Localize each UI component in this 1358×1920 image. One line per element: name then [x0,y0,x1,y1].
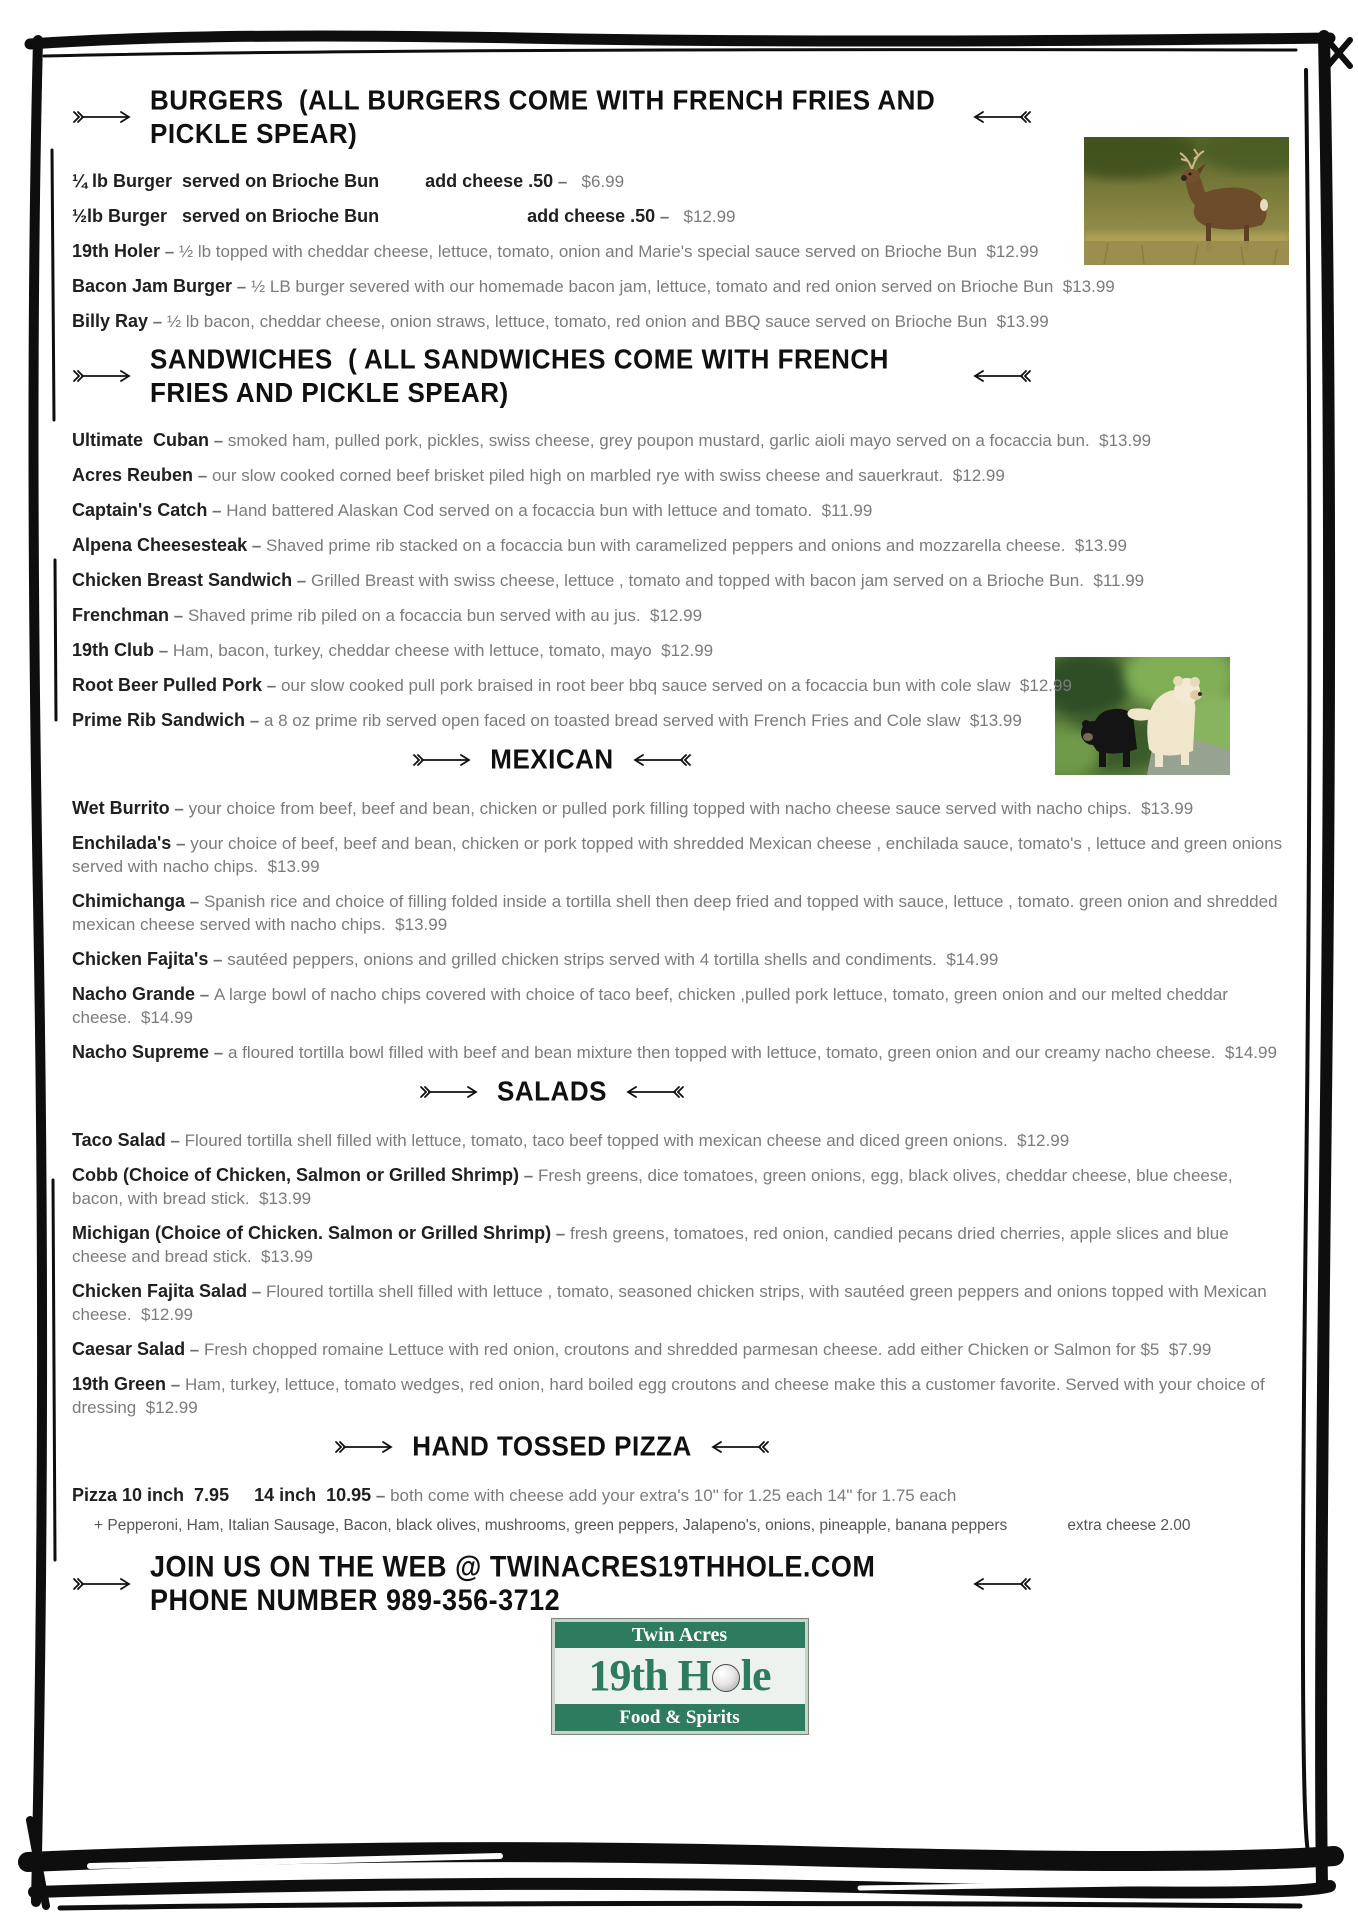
item-price: $6.99 [572,172,625,191]
menu-item [72,310,1287,333]
item-price: $12.99 [674,207,736,226]
pizza-heading-row [72,1431,1032,1462]
burgers-heading: BURGERS (ALL BURGERS COME WITH FRENCH FRIES AND PICKLE SPEAR) [150,83,943,150]
item-price: $12.99 [943,466,1005,485]
item-name: Frenchman [72,605,170,625]
dash-separator: – [208,950,228,969]
logo-title-right: le [740,1651,771,1700]
pizza-items [72,1484,1287,1535]
menu-item [72,709,1287,732]
section-burgers [72,83,1287,333]
section-pizza [72,1431,1287,1535]
sandwiches-items [72,429,1287,732]
dash-separator: – [171,834,191,853]
logo-sign [552,1619,808,1734]
arrow-right-icon [334,1440,398,1454]
item-name: Nacho Supreme [72,1042,210,1062]
menu-item [72,1222,1287,1268]
item-price: $14.99 [936,950,999,969]
dash-separator: – [193,466,212,485]
menu-item [72,983,1287,1029]
arrow-left-icon [968,1577,1032,1591]
arrow-left-icon [968,369,1032,383]
item-description: a floured tortilla bowl filled with beef and bean mixture then topped with lettuce, tomato, green onion and our creamy nacho cheese. [227,1043,1216,1062]
menu-item [72,205,1287,228]
menu-item [72,604,1287,627]
toppings-text: + Pepperoni, Ham, Italian Sausage, Bacon, black olives, mushrooms, green peppers, Jalapeno's, onions, pineapple, banana peppers [94,1517,1008,1534]
item-description: sautéed peppers, onions and grilled chicken strips served with 4 tortilla shells and condiments. [227,950,937,969]
item-name: Chicken Fajita's [72,949,209,969]
mexican-heading: MEXICAN [490,742,614,776]
logo-club-name: Twin Acres [555,1622,805,1648]
item-description: your choice from beef, beef and bean, chicken or pulled pork filling topped with nacho cheese sauce served with nacho chips. [188,799,1132,818]
item-name: Alpena Cheesesteak [72,535,248,555]
menu-item [72,832,1287,878]
dash-separator: – [169,799,189,818]
item-name: 19th Club [72,640,155,660]
item-price: $7.99 [1159,1340,1212,1359]
item-price: $12.99 [1007,1131,1070,1150]
menu-item [72,499,1287,522]
item-description: Floured tortilla shell filled with lettuce, tomato, taco beef topped with mexican cheese and diced green onions. [184,1131,1008,1150]
item-description: fresh greens, tomatoes, red onion, candied pecans dried cherries, apple slices and blue cheese and bread stick. [72,1224,1229,1266]
item-name: Ultimate Cuban [72,430,210,450]
menu-item [72,534,1287,557]
item-description: both come with cheese add your extra's 10" for 1.25 each 14" for 1.75 each [390,1486,957,1505]
item-description: Ham, turkey, lettuce, tomato wedges, red onion, hard boiled egg croutons and cheese make this a customer favorite. Served with your choice of dressing [72,1375,1265,1417]
item-price: $13.99 [258,857,320,876]
arrow-right-icon [72,369,136,383]
logo-title-left: 19th H [588,1651,711,1700]
item-name: Enchilada's [72,833,172,853]
arrow-left-icon [968,110,1032,124]
item-price: $13.99 [960,711,1022,730]
item-price: $12.99 [1010,676,1072,695]
item-description: Hand battered Alaskan Cod served on a focaccia bun with lettuce and tomato. [226,501,813,520]
item-price: $11.99 [812,501,873,520]
footer-banner-text: JOIN US ON THE WEB @ TWINACRES19THHOLE.COM PHONE NUMBER 989-356-3712 [150,1550,884,1617]
item-description: Grilled Breast with swiss cheese, lettuce , tomato and topped with bacon jam served on a Brioche Bun. [310,571,1084,590]
logo-tagline: Food & Spirits [555,1704,805,1731]
menu-item [72,1373,1287,1419]
item-price: $12.99 [131,1305,193,1324]
item-description: A large bowl of nacho chips covered with choice of taco beef, chicken ,pulled pork lettuce, tomato, green onion and our melted cheddar cheese. [72,985,1228,1027]
dash-separator: – [247,536,266,555]
menu-item [72,1484,1287,1507]
extra-cheese-price: extra cheese 2.00 [1067,1517,1191,1534]
item-description: our slow cooked corned beef brisket piled high on marbled rye with swiss cheese and sauerkraut. [211,466,944,485]
item-name: Chicken Fajita Salad [72,1281,248,1301]
dash-separator: – [195,985,214,1004]
item-price: $13.99 [249,1189,312,1208]
item-description: Fresh greens, dice tomatoes, green onions, egg, black olives, cheddar cheese, blue cheese, bacon, with bread stick. [72,1166,1233,1208]
pizza-toppings-line [72,1517,1287,1535]
arrow-left-icon [706,1440,770,1454]
item-price: $11.99 [1083,571,1145,590]
dash-separator: – [185,1340,204,1359]
item-price: $12.99 [640,606,703,625]
dash-separator: – [245,711,264,730]
sandwiches-heading: SANDWICHES ( ALL SANDWICHES COME WITH FRENCH FRIES AND PICKLE SPEAR) [150,342,897,409]
menu-item [72,170,1287,193]
item-description: smoked ham, pulled pork, pickles, swiss cheese, grey poupon mustard, garlic aioli mayo served on a focaccia bun. [227,431,1090,450]
menu-item [72,1280,1287,1326]
dash-separator: – [209,431,228,450]
item-description: Ham, bacon, turkey, cheddar cheese with lettuce, tomato, mayo [172,641,652,660]
menu-item [72,674,1287,697]
item-description: Fresh chopped romaine Lettuce with red onion, croutons and shredded parmesan cheese. add either Chicken or Salmon for $5 [203,1340,1160,1359]
menu-page [72,83,1287,1734]
item-name: Taco Salad [72,1130,166,1150]
item-name: Acres Reuben [72,465,194,485]
item-name: Nacho Grande [72,984,196,1004]
menu-item [72,1338,1287,1361]
item-description: Shaved prime rib stacked on a focaccia bun with caramelized peppers and onions and mozzarella cheese. [266,536,1066,555]
menu-item [72,240,1287,263]
mexican-heading-row [72,744,1032,775]
item-description: Spanish rice and choice of filling folded inside a tortilla shell then deep fried and topped with sauce, lettuce , tomato. green onion and shredded mexican cheese served with nacho chips. [72,892,1278,934]
item-name: 19th Green [72,1374,167,1394]
salads-items [72,1129,1287,1419]
item-name: Chicken Breast Sandwich [72,570,293,590]
menu-item [72,1164,1287,1210]
dash-separator: – [262,676,281,695]
menu-item [72,948,1287,971]
dash-separator: – [551,1224,570,1243]
menu-item [72,1129,1287,1152]
dash-separator: – [165,1131,185,1150]
item-name: Captain's Catch [72,500,208,520]
arrow-left-icon [621,1085,685,1099]
item-name: Chimichanga [72,891,186,911]
dash-separator: – [160,242,179,261]
item-name: Root Beer Pulled Pork [72,675,263,695]
section-salads [72,1076,1287,1419]
golf-ball-icon [712,1664,740,1692]
item-name: Pizza 10 inch 7.95 14 inch 10.95 [72,1485,372,1505]
menu-item [72,569,1287,592]
section-sandwiches [72,342,1287,732]
arrow-left-icon [628,753,692,767]
dash-separator: – [371,1486,391,1505]
add-cheese-label: add cheese .50 [425,171,554,191]
dash-separator: – [207,501,227,520]
burgers-heading-row [72,83,1032,150]
item-name: Billy Ray [72,311,149,331]
salads-heading-row [72,1076,1032,1107]
item-description: ½ LB burger severed with our homemade bacon jam, lettuce, tomato and red onion served on Brioche Bun [250,277,1054,296]
logo-title [555,1648,805,1704]
dash-separator: – [553,172,573,191]
item-name: Cobb (Choice of Chicken, Salmon or Grilled Shrimp) [72,1165,520,1185]
dash-separator: – [519,1166,538,1185]
item-name: Prime Rib Sandwich [72,710,246,730]
item-description: ½ lb topped with cheddar cheese, lettuce, tomato, onion and Marie's special sauce served on Brioche Bun [178,242,977,261]
item-price: $13.99 [1089,431,1152,450]
item-price: $12.99 [136,1398,198,1417]
item-name: Wet Burrito [72,798,170,818]
dash-separator: – [209,1043,228,1062]
salads-heading: SALADS [497,1074,607,1108]
menu-item [72,275,1287,298]
dash-separator: – [169,606,188,625]
item-price: $13.99 [987,312,1049,331]
item-price: $13.99 [1065,536,1127,555]
dash-separator: – [655,207,675,226]
item-description: a 8 oz prime rib served open faced on toasted bread served with French Fries and Cole slaw [263,711,961,730]
item-price: $12.99 [651,641,714,660]
mexican-items [72,797,1287,1064]
item-description: ½ lb bacon, cheddar cheese, onion straws, lettuce, tomato, red onion and BBQ sauce served on Brioche Bun [166,312,988,331]
item-price: $13.99 [385,915,448,934]
item-name: Caesar Salad [72,1339,186,1359]
item-name: ¼ lb Burger served on Brioche Bun [72,171,380,191]
menu-item [72,890,1287,936]
menu-item [72,464,1287,487]
sandwiches-heading-row [72,342,1032,409]
item-price: $13.99 [1131,799,1194,818]
arrow-right-icon [412,753,476,767]
item-price: $12.99 [976,242,1039,261]
item-description: Floured tortilla shell filled with lettuce , tomato, seasoned chicken strips, with sautéed green peppers and onions topped with Mexican cheese. [72,1282,1267,1324]
item-name: Bacon Jam Burger [72,276,233,296]
item-name: 19th Holer [72,241,161,261]
item-price: $14.99 [131,1008,193,1027]
add-cheese-label: add cheese .50 [527,206,656,226]
arrow-right-icon [72,1577,136,1591]
item-description: your choice of beef, beef and bean, chicken or pork topped with shredded Mexican cheese , enchilada sauce, tomato's , lettuce and green onions served with nacho chips. [72,834,1283,876]
arrow-right-icon [72,110,136,124]
menu-item [72,639,1287,662]
dash-separator: – [148,312,167,331]
footer-banner-row [72,1550,1032,1617]
item-name: ½lb Burger served on Brioche Bun [72,206,380,226]
item-price: $13.99 [1053,277,1115,296]
item-name: Michigan (Choice of Chicken. Salmon or Grilled Shrimp) [72,1223,552,1243]
pizza-heading: HAND TOSSED PIZZA [412,1429,692,1463]
dash-separator: – [185,892,204,911]
dash-separator: – [154,641,173,660]
item-description: Shaved prime rib piled on a focaccia bun served with au jus. [187,606,641,625]
menu-item [72,797,1287,820]
menu-item [72,429,1287,452]
item-price: $13.99 [251,1247,314,1266]
item-price: $14.99 [1215,1043,1277,1062]
dash-separator: – [232,277,251,296]
arrow-right-icon [419,1085,483,1099]
dash-separator: – [166,1375,185,1394]
burgers-items [72,170,1287,333]
section-mexican [72,744,1287,1064]
menu-item [72,1041,1287,1064]
item-description: our slow cooked pull pork braised in root beer bbq sauce served on a focaccia bun with cole slaw [280,676,1011,695]
dash-separator: – [292,571,311,590]
dash-separator: – [247,1282,266,1301]
